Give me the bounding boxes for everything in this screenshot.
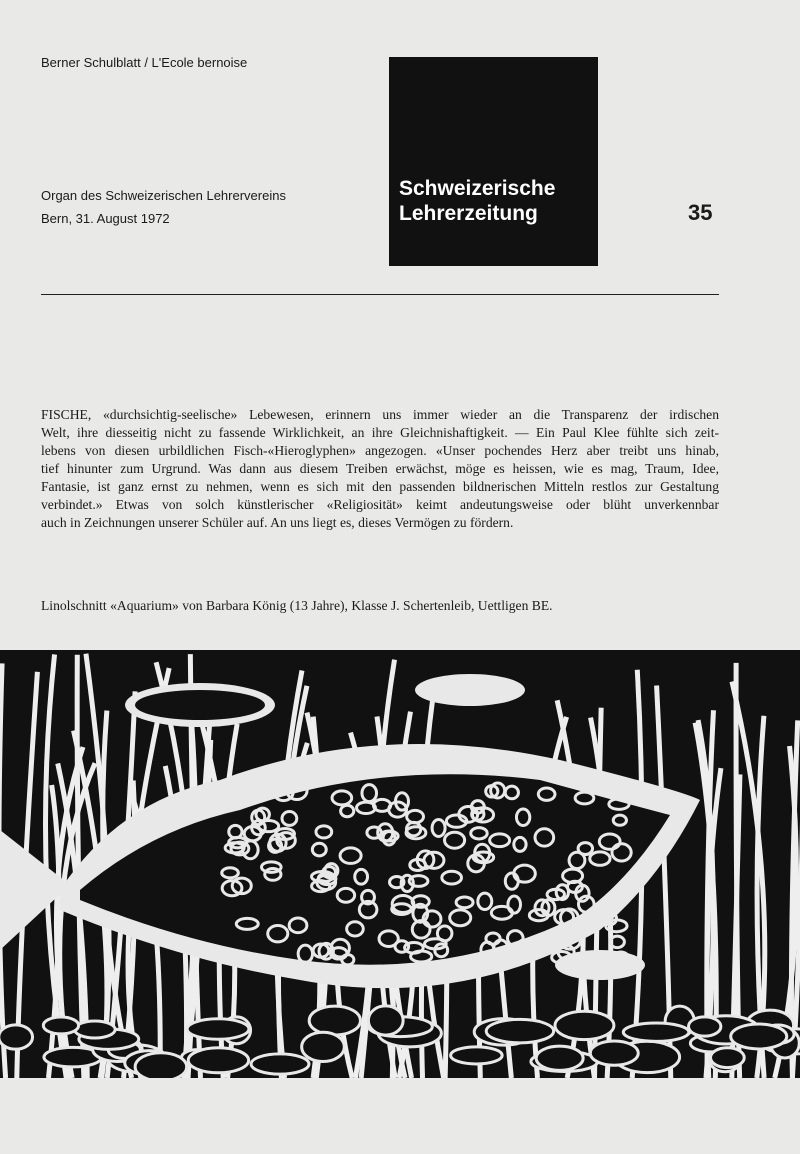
pebble [188, 1048, 248, 1073]
masthead-title-line1: Schweizerische [399, 177, 556, 200]
pebble [251, 1054, 309, 1074]
image-caption: Linolschnitt «Aquarium» von Barbara König (13 Jahre), Klasse J. Schertenleib, Uettligen BE. [41, 598, 553, 613]
pebble [135, 1053, 187, 1078]
pebble [710, 1048, 744, 1068]
pebble [731, 1024, 787, 1049]
text-line: tief hinunter zum Urgrund. Was dann aus diesem Treiben erwächst, möge es heissen, wie es mag, Traum, Idee, [41, 461, 719, 476]
issue-date: Bern, 31. August 1972 [41, 211, 170, 226]
pebble [555, 1011, 614, 1039]
text-line: auch in Zeichnungen unserer Schüler auf. An uns liegt es, dieses Vermögen zu fördern. [41, 515, 514, 530]
text-line: Fantasie, ist ganz ernst zu nehmen, wenn es sich mit den passenden bildnerischen Mitteln restlos zur Gestaltung [41, 479, 719, 494]
text-line: FISCHE, «durchsichtig-seelische» Lebewesen, erinnern uns immer wieder an die Transparenz der irdischen [41, 407, 719, 422]
intro-text [41, 406, 719, 532]
pebble [302, 1032, 345, 1061]
divider-rule [41, 294, 719, 295]
publisher-line: Berner Schulblatt / L'Ecole bernoise [41, 55, 248, 70]
pebble [368, 1006, 403, 1035]
pebble [536, 1046, 583, 1070]
linocut-aquarium-image [0, 650, 800, 1078]
text-line: lebens von diesen urbildlichen Fisch-«Hieroglyphen» angezogen. «Unser pochendes Herz aber treibt uns hinab, [41, 443, 719, 458]
pebble [486, 1019, 553, 1042]
pebble [590, 1041, 638, 1065]
pebble [187, 1019, 249, 1039]
pebble [75, 1021, 116, 1038]
text-line: Welt, ihre diesseitig nicht zu fassende Wirklichkeit, an ihre Gleichnishaftigkeit. — Ein Paul Klee fühlte sich zeit- [41, 425, 719, 440]
pebble [623, 1023, 689, 1041]
pebble [0, 1025, 33, 1049]
issue-number: 35 [688, 200, 713, 225]
pebble [309, 1006, 360, 1035]
text-line: verbindet.» Etwas von solch künstlerischer «Religiosität» keimt andeutungsweise oder blüht unverkennbar [41, 497, 719, 512]
masthead-box [389, 57, 598, 266]
masthead-title-line2: Lehrerzeitung [399, 202, 538, 225]
pebble [451, 1047, 503, 1064]
pebble [689, 1017, 721, 1036]
organ-line: Organ des Schweizerischen Lehrervereins [41, 188, 286, 203]
pebble [43, 1017, 78, 1034]
